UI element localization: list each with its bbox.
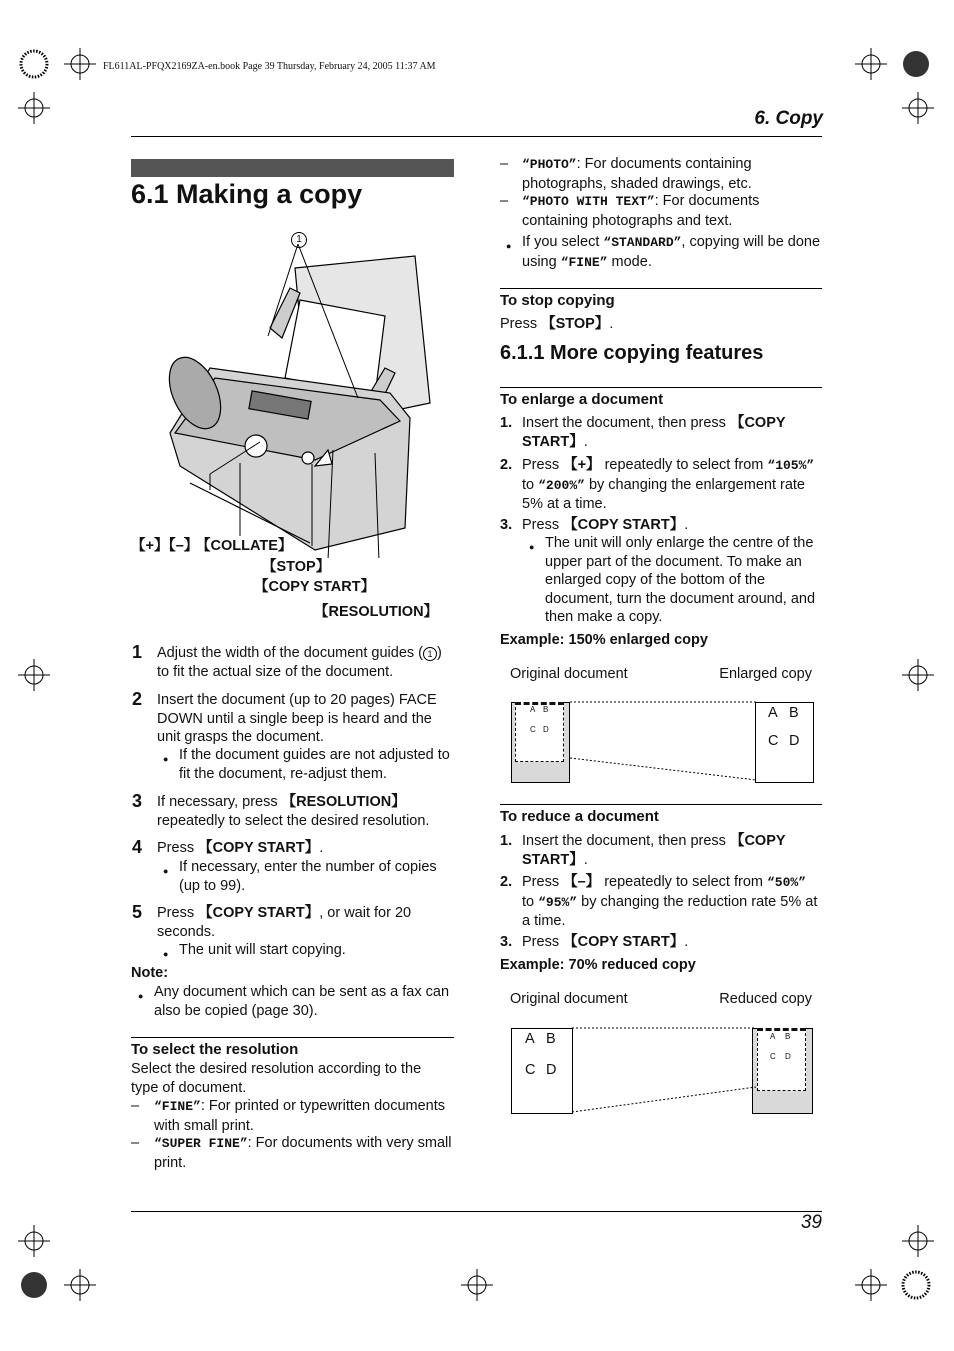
page-number: 39 — [800, 1212, 822, 1233]
crosshair-icon — [64, 48, 96, 80]
crosshair-icon — [18, 659, 50, 691]
starburst-icon — [21, 51, 47, 77]
dash: – — [131, 1135, 140, 1151]
step-number: 1 — [132, 642, 143, 662]
step-4-text: Press 【COPY START】. — [157, 840, 324, 856]
dash: – — [500, 156, 509, 172]
reduce-step-1: Insert the document, then press 【COPY START】. — [522, 833, 786, 868]
dark-disc-icon — [903, 51, 929, 77]
section-rule — [500, 387, 822, 388]
enlarge-step-num: 3. — [500, 517, 513, 533]
header-rule — [131, 136, 822, 137]
letter-d: D — [785, 1052, 791, 1061]
letter-c: C — [525, 1062, 536, 1078]
file-info: FL611AL-PFQX2169ZA-en.book Page 39 Thursday, February 24, 2005 11:37 AM — [103, 61, 436, 72]
crosshair-icon — [902, 1225, 934, 1257]
option-photo-with-text: “PHOTO WITH TEXT”: For documents containing photographs and text. — [522, 193, 760, 229]
step-4-bullet: ● If necessary, enter the number of copies (up to 99). — [179, 858, 455, 895]
crosshair-icon — [64, 1269, 96, 1301]
letter-d: D — [543, 725, 549, 734]
step-number: 5 — [132, 902, 143, 922]
page-title: 6.1 Making a copy — [131, 179, 363, 209]
section-rule — [500, 804, 822, 805]
reduce-original-doc — [511, 1028, 573, 1114]
crosshair-icon — [18, 1225, 50, 1257]
note-text: ● Any document which can be sent as a fax can also be copied (page 30). — [154, 983, 454, 1020]
crosshair-icon — [855, 1269, 887, 1301]
callout-1: 1 — [291, 232, 307, 248]
resolution-title: To select the resolution — [131, 1041, 299, 1058]
letter-b: B — [785, 1032, 791, 1041]
dark-disc-icon — [21, 1272, 47, 1298]
step-number: 2 — [132, 689, 143, 709]
stop-text: Press 【STOP】. — [500, 316, 614, 332]
letter-c: C — [770, 1052, 776, 1061]
step-number: 3 — [132, 791, 143, 811]
starburst-icon — [903, 1272, 929, 1298]
step-number: 4 — [132, 837, 143, 857]
enlarge-title: To enlarge a document — [500, 391, 664, 408]
fax-machine-illustration — [150, 228, 440, 558]
enlarge-result-label: Enlarged copy — [719, 666, 812, 682]
option-photo: “PHOTO”: For documents containing photographs, shaded drawings, etc. — [522, 156, 752, 192]
enlarge-step-num: 2. — [500, 457, 513, 473]
enlarge-step-3: Press 【COPY START】. — [522, 517, 689, 533]
reduce-step-num: 2. — [500, 874, 513, 890]
letter-b: B — [546, 1031, 556, 1047]
reduce-step-3: Press 【COPY START】. — [522, 934, 689, 950]
letter-d: D — [546, 1062, 557, 1078]
letter-a: A — [525, 1031, 535, 1047]
label-resolution: 【RESOLUTION】 — [314, 604, 439, 620]
letter-b: B — [543, 705, 549, 714]
reduce-step-2: Press 【–】 repeatedly to select from “50%” to “95%” by changing the reduction rate 5% at a time. — [522, 874, 818, 929]
option-super-fine: “SUPER FINE”: For documents with very small print. — [154, 1135, 452, 1171]
enlarge-step-num: 1. — [500, 415, 513, 431]
section-bar — [131, 159, 454, 177]
crosshair-icon — [855, 48, 887, 80]
section-rule — [131, 1037, 454, 1038]
enlarge-orig-label: Original document — [510, 666, 628, 682]
reduce-title: To reduce a document — [500, 808, 659, 825]
step-5-text: Press 【COPY START】, or wait for 20 seconds. — [157, 905, 412, 940]
step-5-bullet: ● The unit will start copying. — [179, 941, 455, 960]
reduce-step-num: 3. — [500, 934, 513, 950]
enlarge-step-1: Insert the document, then press 【COPY START】. — [522, 415, 786, 450]
label-plus-minus: 【+】【–】 — [131, 538, 199, 554]
enlarge-step-2: Press 【+】 repeatedly to select from “105%” to “200%” by changing the enlargement rate 5% at a time. — [522, 457, 815, 512]
label-copy-start: 【COPY START】 — [254, 579, 376, 595]
letter-a: A — [770, 1032, 776, 1041]
crosshair-icon — [902, 92, 934, 124]
letter-b: B — [789, 705, 799, 721]
label-stop: 【STOP】 — [262, 559, 331, 575]
letter-a: A — [530, 705, 536, 714]
note-label: Note: — [131, 965, 169, 981]
step-1-text: Adjust the width of the document guides ( 1 ) to fit the actual size of the document. — [157, 645, 442, 680]
stop-title: To stop copying — [500, 292, 615, 309]
reduce-step-num: 1. — [500, 833, 513, 849]
crosshair-icon — [902, 659, 934, 691]
reduced-copy-area — [757, 1028, 806, 1091]
dash: – — [500, 193, 509, 209]
reduce-orig-label: Original document — [510, 991, 628, 1007]
reduce-example: Example: 70% reduced copy — [500, 957, 696, 973]
enlarge-example: Example: 150% enlarged copy — [500, 632, 708, 648]
section-rule — [500, 288, 822, 289]
letter-d: D — [789, 733, 800, 749]
step-3-text: If necessary, press 【RESOLUTION】 repeatedly to select the desired resolution. — [157, 794, 430, 829]
option-fine: “FINE”: For printed or typewritten documents with small print. — [154, 1098, 446, 1134]
dash: – — [131, 1098, 140, 1114]
footer-rule — [131, 1211, 822, 1212]
callout-1-inline: 1 — [423, 647, 437, 661]
label-collate: 【COLLATE】 — [196, 538, 293, 554]
chapter-title: 6. Copy — [754, 108, 823, 129]
letter-a: A — [768, 705, 778, 721]
crosshair-icon — [461, 1269, 493, 1301]
more-features-title: 6.1.1 More copying features — [500, 342, 764, 364]
enlarge-original-upper — [515, 702, 564, 762]
step-2-bullet: ● If the document guides are not adjusted to fit the document, re-adjust them. — [179, 746, 455, 783]
letter-c: C — [768, 733, 779, 749]
enlarge-step-3-bullet: ● The unit will only enlarge the centre of the upper part of the document. To make an enlarged copy of the bottom of the document, turn the document around, and then make a copy. — [545, 534, 822, 627]
reduce-result-label: Reduced copy — [719, 991, 812, 1007]
letter-c: C — [530, 725, 536, 734]
step-2-text: Insert the document (up to 20 pages) FACE DOWN until a single beep is heard and the unit grasps the document. — [157, 692, 437, 745]
reduce-guide-lines — [570, 1026, 760, 1116]
standard-note: ● If you select “STANDARD”, copying will be done using “FINE” mode. — [522, 233, 822, 272]
enlarged-copy-doc — [755, 702, 814, 783]
resolution-intro: Select the desired resolution according to the type of document. — [131, 1061, 422, 1096]
enlarge-guide-lines — [560, 700, 760, 785]
crosshair-icon — [18, 92, 50, 124]
